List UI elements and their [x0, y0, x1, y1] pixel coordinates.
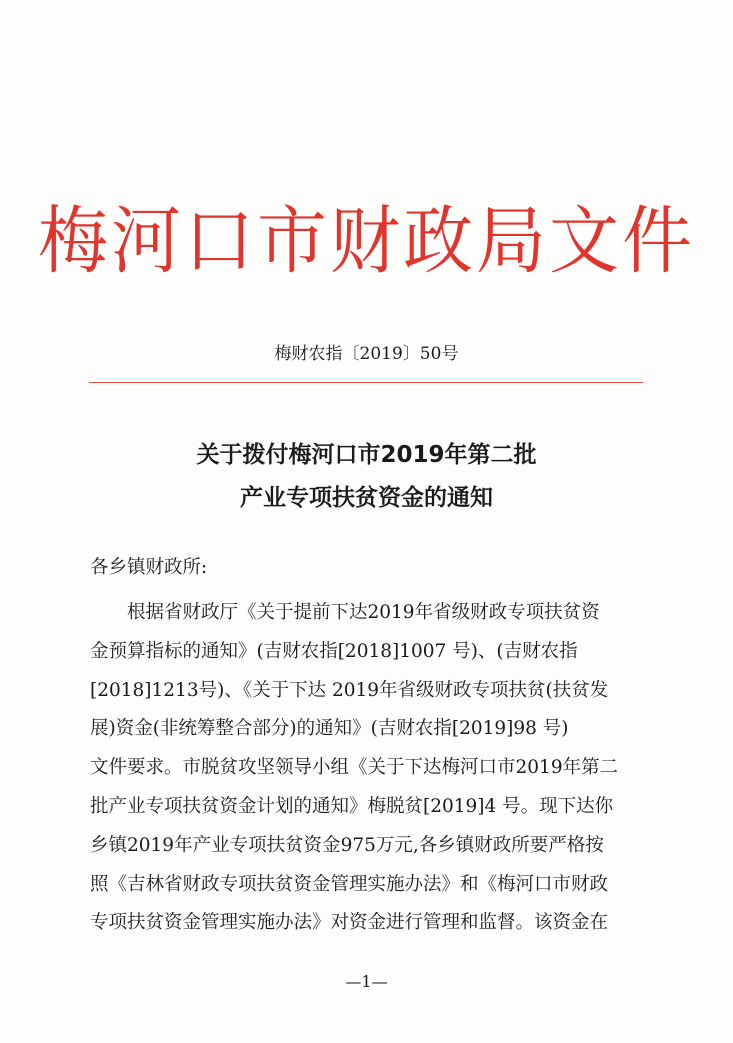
notice-title-line-1: 关于拨付梅河口市2019年第二批 [196, 442, 537, 468]
body-line: 批产业专项扶贫资金计划的通知》梅脱贫[2019]4 号。现下达你 [90, 795, 614, 817]
body-line: 展)资金(非统筹整合部分)的通知》(吉财农指[2019]98 号) [90, 718, 569, 740]
body-line: 乡镇2019年产业专项扶贫资金975万元,各乡镇财政所要严格按 [90, 834, 604, 856]
body-line: 照《吉林省财政专项扶贫资金管理实施办法》和《梅河口市财政 [90, 873, 609, 895]
document-number: 梅财农指〔2019〕50号 [274, 344, 459, 364]
body-line: 金预算指标的通知》(吉财农指[2018]1007 号)、(吉财农指 [90, 640, 578, 662]
body-line: 专项扶贫资金管理实施办法》对资金进行管理和监督。该资金在 [90, 912, 609, 934]
red-separator-line [89, 382, 643, 383]
body-line: 根据省财政厅《关于提前下达2019年省级财政专项扶贫资 [127, 602, 600, 623]
addressee: 各乡镇财政所: [90, 557, 208, 578]
page-number: —1— [345, 972, 388, 991]
notice-title-line-2: 产业专项扶贫资金的通知 [240, 485, 493, 511]
document-header-title: 梅河口市财政局文件 [38, 197, 695, 285]
body-line: [2018]1213号)、《关于下达 2019年省级财政专项扶贫(扶贫发 [90, 679, 609, 701]
body-line: 文件要求。市脱贫攻坚领导小组《关于下达梅河口市2019年第二 [90, 757, 619, 779]
body-text [90, 594, 650, 943]
